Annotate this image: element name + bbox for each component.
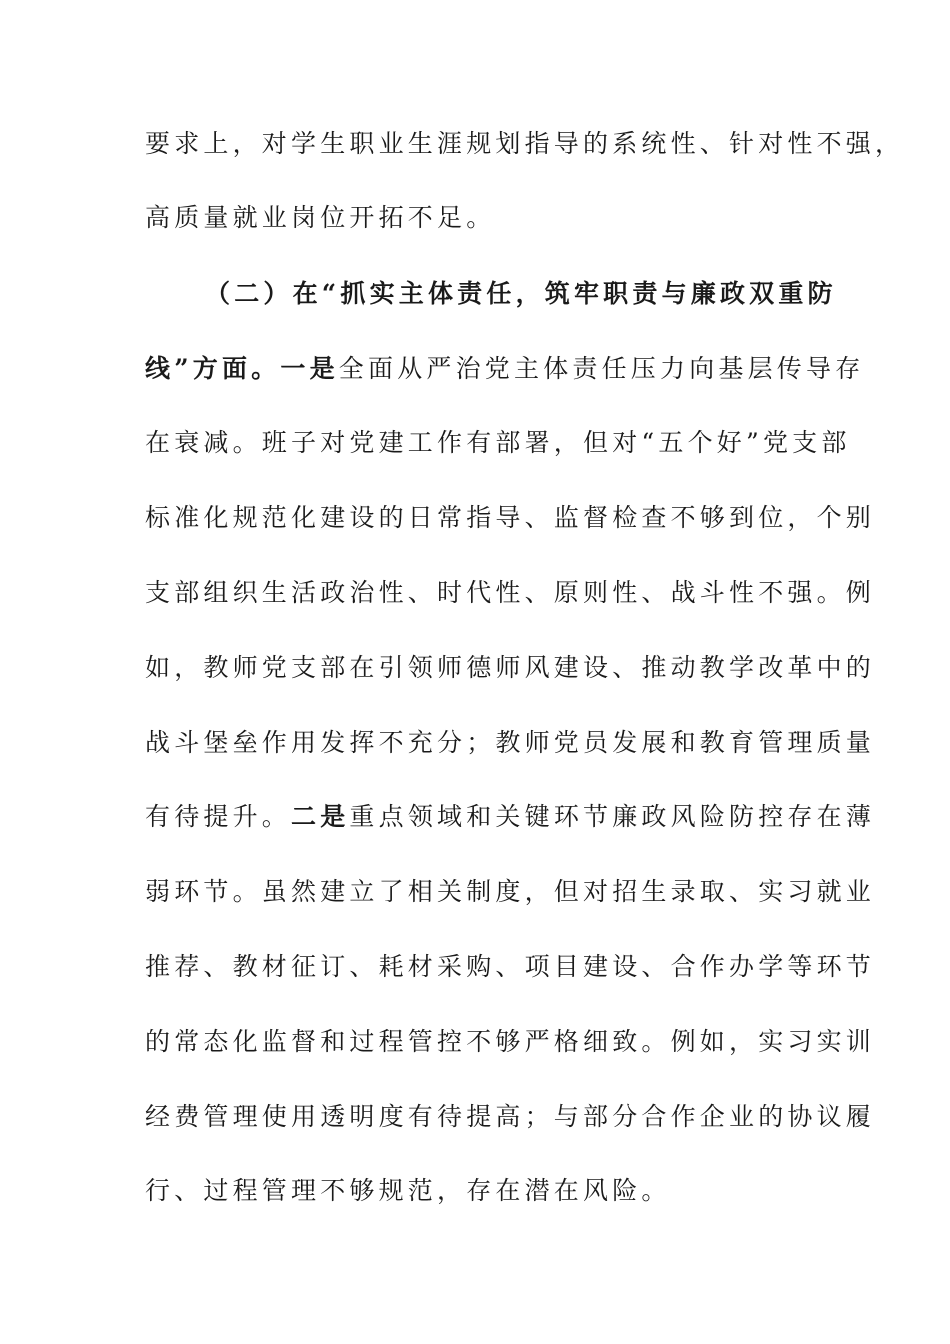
text-segment: 行、过程管理不够规范，存在潜在风险。: [145, 1176, 671, 1205]
text-line-7: [145, 573, 876, 613]
text-line-14: [145, 1097, 876, 1137]
text-segment: 的常态化监督和过程管控不够严格细致。例如，实习实训: [145, 1027, 876, 1056]
text-segment: 弱环节。虽然建立了相关制度，但对招生录取、实习就业: [145, 877, 876, 906]
text-segment: 一是: [280, 354, 339, 383]
text-segment: 全面从严治党主体责任压力向基层传导存: [338, 354, 865, 383]
text-line-11: [145, 872, 876, 912]
text-segment: 经费管理使用透明度有待提高；与部分合作企业的协议履: [145, 1102, 876, 1131]
text-line-2: [145, 198, 795, 238]
text-line-8: [145, 648, 876, 688]
text-line-10: [145, 797, 876, 837]
text-line-9: [145, 723, 876, 763]
text-segment: 要求上，对学生职业生涯规划指导的系统性、针对性不强，: [145, 129, 905, 158]
text-line-13: [145, 1022, 876, 1062]
text-line-5: [145, 423, 851, 463]
text-segment: 标准化规范化建设的日常指导、监督检查不够到位，个别: [145, 503, 876, 532]
text-segment: 有待提升。: [145, 802, 292, 831]
text-segment: 战斗堡垒作用发挥不充分；教师党员发展和教育管理质量: [145, 728, 876, 757]
text-segment: 高质量就业岗位开拓不足。: [145, 203, 496, 232]
text-segment: 如，教师党支部在引领师德师风建设、推动教学改革中的: [145, 653, 876, 682]
text-segment: 二是: [291, 802, 350, 831]
text-segment: （二）在“抓实主体责任，筑牢职责与廉政双重防: [205, 279, 837, 308]
text-line-1: [145, 124, 905, 164]
text-segment: 推荐、教材征订、耗材采购、项目建设、合作办学等环节: [145, 952, 876, 981]
text-segment: 重点领域和关键环节廉政风险防控存在薄: [349, 802, 876, 831]
section-heading: [205, 274, 837, 314]
text-segment: 在衰减。班子对党建工作有部署，但对“五个好”党支部: [145, 428, 851, 457]
text-line-6: [145, 498, 876, 538]
text-line-12: [145, 947, 876, 987]
text-line-15: [145, 1171, 795, 1211]
text-line-4: [145, 349, 865, 389]
text-segment: 线”方面。: [145, 354, 281, 383]
text-segment: 支部组织生活政治性、时代性、原则性、战斗性不强。例: [145, 578, 876, 607]
